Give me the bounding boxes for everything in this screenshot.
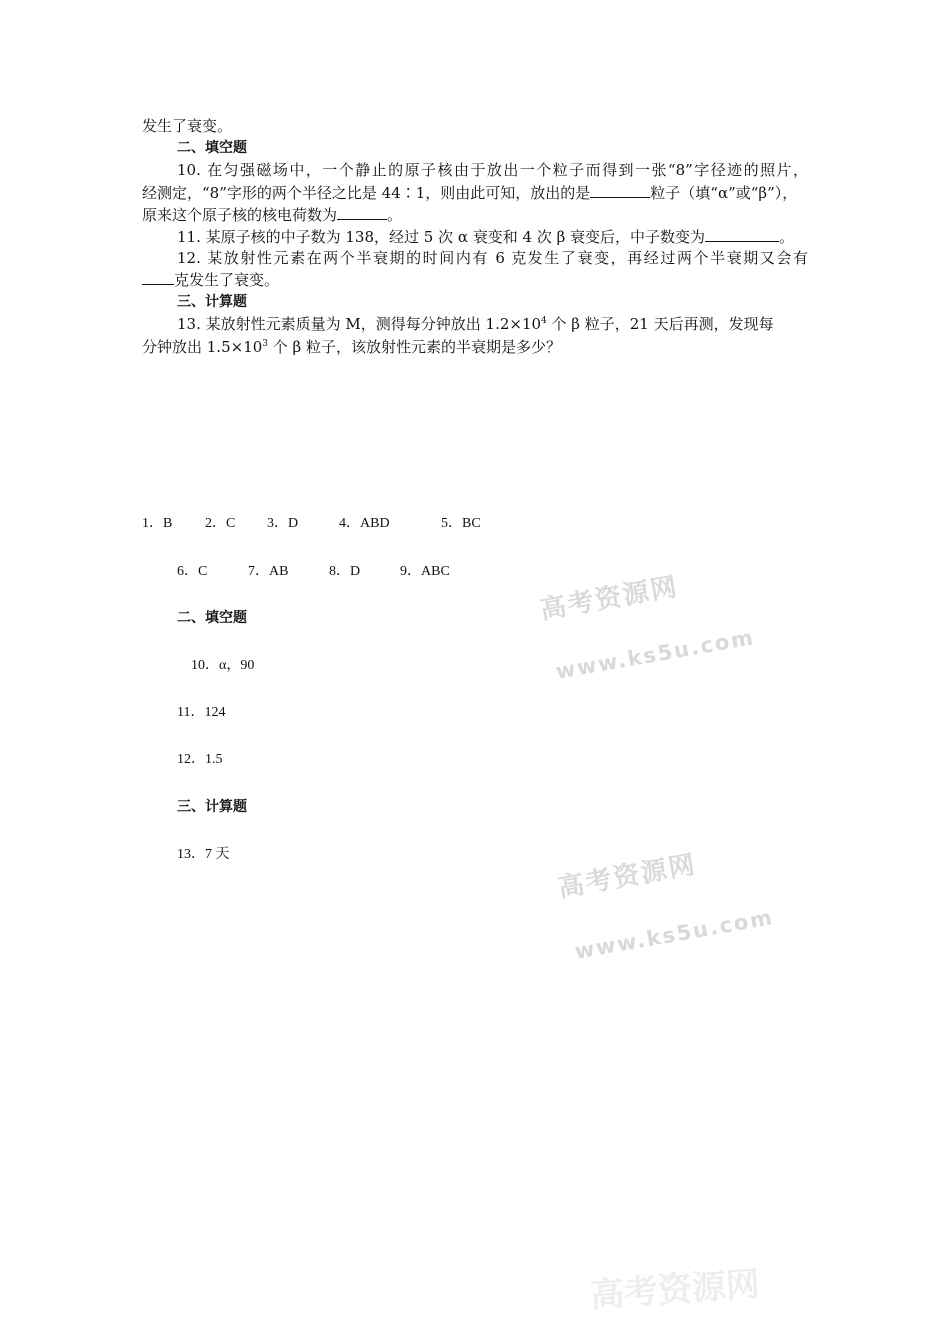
q10-line-3-tail: 。 <box>387 206 403 224</box>
answer-section-calc: 三、计算题 <box>177 799 247 815</box>
answer-section-fill-in: 二、填空题 <box>177 610 247 626</box>
answer-1: 1．B <box>142 516 173 531</box>
q11-blank <box>705 227 779 242</box>
q13-line-1 <box>177 314 808 334</box>
q13-line-2-text: 分钟放出 1.5×10 <box>142 338 263 356</box>
answer-8: 8．D <box>329 564 361 579</box>
watermark-cn-2: 高考资源网 <box>555 849 699 904</box>
q10-line-1: 10. 在匀强磁场中，一个静止的原子核由于放出一个粒子而得到一张“8”字径迹的照片， <box>177 161 808 179</box>
section-title-calc: 三、计算题 <box>177 294 247 310</box>
q13-line-2 <box>142 337 561 357</box>
q13-line-2-tail: 个 β 粒子，该放射性元素的半衰期是多少？ <box>268 338 561 356</box>
q13-line-1-text: 13. 某放射性元素质量为 M，测得每分钟放出 1.2×10 <box>177 315 542 333</box>
watermark-url-2: www.ks5u.com <box>572 905 776 964</box>
answer-11: 11．124 <box>177 705 226 720</box>
q10-line-2 <box>142 183 797 203</box>
q10-line-3-text: 原来这个原子核的核电荷数为 <box>142 206 338 224</box>
answer-row-2 <box>177 562 450 582</box>
q10-particle-blank <box>590 183 650 198</box>
q10-line-3 <box>142 205 402 225</box>
q10-line-2-text: 经测定，“8”字形的两个半径之比是 44∶1，则由此可知，放出的是 <box>142 184 591 202</box>
watermark-cn-faint: 高考资源网 <box>588 1264 762 1316</box>
answer-7: 7．AB <box>248 564 289 579</box>
answer-9: 9．ABC <box>400 564 450 579</box>
q11-tail: 。 <box>779 228 795 246</box>
watermark-cn-1: 高考资源网 <box>537 571 681 626</box>
q13-exponent-1: 4 <box>541 316 547 326</box>
section-title-fill-in: 二、填空题 <box>177 140 247 156</box>
q13-exponent-2: 3 <box>262 339 269 349</box>
watermark-url-1: www.ks5u.com <box>553 625 757 684</box>
answer-3: 3．D <box>267 516 299 531</box>
q10-charge-blank <box>337 205 387 220</box>
answer-2: 2．C <box>205 516 236 531</box>
answer-5: 5．BC <box>441 516 481 531</box>
answer-4: 4．ABD <box>339 516 390 531</box>
q12-line-1: 12. 某放射性元素在两个半衰期的时间内有 6 克发生了衰变，再经过两个半衰期又会有 <box>177 249 808 267</box>
intro-line: 发生了衰变。 <box>142 117 233 135</box>
q10-line-2-tail: 粒子（填“α”或“β”）， <box>650 184 798 202</box>
answer-12: 12．1.5 <box>177 752 223 767</box>
q12-blank <box>142 270 174 285</box>
answer-6: 6．C <box>177 564 208 579</box>
q12-line-2 <box>142 270 279 290</box>
answer-row-1 <box>142 514 481 534</box>
q13-line-1-tail: 个 β 粒子，21 天后再测，发现每 <box>546 315 774 333</box>
answer-13: 13．7 天 <box>177 847 230 862</box>
q12-line-2-text: 克发生了衰变。 <box>174 271 280 289</box>
answer-10: 10．α，90 <box>191 658 255 673</box>
q11-line <box>177 227 794 247</box>
q11-text: 11. 某原子核的中子数为 138，经过 5 次 α 衰变和 4 次 β 衰变后，中子数变为 <box>177 228 706 246</box>
